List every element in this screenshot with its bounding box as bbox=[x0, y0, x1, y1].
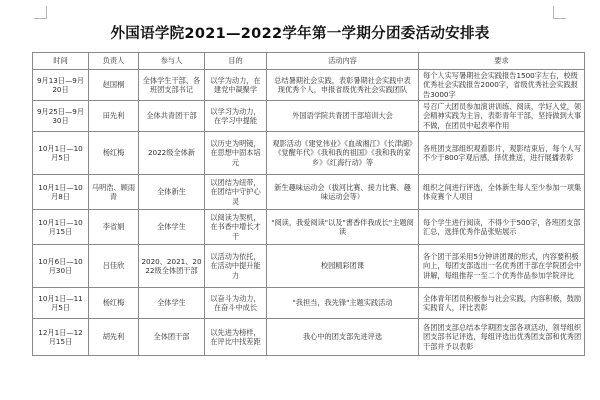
cell-purpose: 以奋斗为动力，在奋斗中成长 bbox=[205, 288, 267, 319]
cell-content: 我心中的团支部先进评选 bbox=[267, 319, 419, 356]
cell-requirements: 各团团支部总结本学期团支部各项活动，领导组织团支部书记评选，每组评选出优秀团支部和优秀团干部并予以表彰 bbox=[419, 319, 585, 356]
cell-time: 9月25日—9月30日 bbox=[33, 101, 89, 132]
cell-owner: 赵国桐 bbox=[89, 70, 139, 101]
cell-owner: 胡先利 bbox=[89, 319, 139, 356]
cell-content: 总结暑期社会实践，表彰暑期社会实践中表现优秀个人，申报省级优秀社会实践团队 bbox=[267, 70, 419, 101]
cell-time: 10月1日—10月15日 bbox=[33, 210, 89, 245]
cell-participants: 全体新生 bbox=[139, 175, 205, 210]
cell-content: "我担当，我先锋"主题实践活动 bbox=[267, 288, 419, 319]
cell-time: 9月13日—9月20日 bbox=[33, 70, 89, 101]
cell-content: 外国语学院共青团干部培训大会 bbox=[267, 101, 419, 132]
cell-owner: 杨红梅 bbox=[89, 132, 139, 175]
cell-content: 校园精彩团课 bbox=[267, 245, 419, 288]
cell-participants: 全体学生干部、各班团支部书记 bbox=[139, 70, 205, 101]
table-row bbox=[33, 210, 585, 245]
cell-purpose: 以学习为动力，在学习中提能 bbox=[205, 101, 267, 132]
column-header-participants: 参与人 bbox=[139, 53, 205, 70]
table-row bbox=[33, 132, 585, 175]
cell-content: 新生趣味运动会（拔河比赛、接力比赛、趣味运动会等） bbox=[267, 175, 419, 210]
cell-owner: 吕佳欣 bbox=[89, 245, 139, 288]
cell-purpose: 以学为动力，在建党中凝聚学 bbox=[205, 70, 267, 101]
cell-time: 10月6日—10月30日 bbox=[33, 245, 89, 288]
table-row bbox=[33, 101, 585, 132]
crop-mark-top-left bbox=[34, 6, 47, 19]
table-row bbox=[33, 70, 585, 101]
table-row bbox=[33, 175, 585, 210]
cell-purpose: 以阅读为契机，在书香中增长才干 bbox=[205, 210, 267, 245]
cell-requirements: 每个学生进行阅读，不得少于500字，各班团支部汇总，选择优秀作品张贴展示 bbox=[419, 210, 585, 245]
cell-time: 10月1日—10月8日 bbox=[33, 175, 89, 210]
crop-mark-top-right bbox=[553, 6, 566, 19]
cell-time: 10月1日—10月5日 bbox=[33, 132, 89, 175]
cell-requirements: 各班团支部组织观看影片，观影结束后，每个人写不少于800字观后感，择优推送，进行展播表彰 bbox=[419, 132, 585, 175]
cell-requirements: 组织之间进行评选，全体新生每人至少参加一项集体竞赛个人项目 bbox=[419, 175, 585, 210]
table-row bbox=[33, 319, 585, 356]
cell-participants: 全体学生 bbox=[139, 210, 205, 245]
column-header-purpose: 目的 bbox=[205, 53, 267, 70]
cell-purpose: 以团结为纽带，在团结中守护心灵 bbox=[205, 175, 267, 210]
column-header-owner: 负责人 bbox=[89, 53, 139, 70]
cell-purpose: 以活动为依托，在活动中提升能力 bbox=[205, 245, 267, 288]
cell-purpose: 以先进为榜样，在评比中找差距 bbox=[205, 319, 267, 356]
cell-participants: 2022级全体新 bbox=[139, 132, 205, 175]
table-row bbox=[33, 245, 585, 288]
cell-participants: 全体学生 bbox=[139, 288, 205, 319]
cell-participants: 全体团干部 bbox=[139, 319, 205, 356]
cell-content: 观影活动《建党伟业》《血战湘江》《长津湖》《觉醒年代》《我和我的祖国》《我和我的家乡》《红海行动》等 bbox=[267, 132, 419, 175]
cell-owner: 李省娟 bbox=[89, 210, 139, 245]
activity-schedule-table bbox=[32, 52, 585, 356]
document-title: 外国语学院2021—2022学年第一学期分团委活动安排表 bbox=[110, 26, 490, 42]
cell-participants: 2020、2021、2022级全体团干部 bbox=[139, 245, 205, 288]
column-header-time: 时间 bbox=[33, 53, 89, 70]
table-row bbox=[33, 288, 585, 319]
cell-requirements: 各个团干部采用5分钟讲团课的形式，内容要积极向上，每团支部选出一名优秀团干部在学院团会中讲解，每组推荐一至二个优秀作品参加学院评比 bbox=[419, 245, 585, 288]
cell-participants: 全体共青团干部 bbox=[139, 101, 205, 132]
cell-time: 10月1日—11月5日 bbox=[33, 288, 89, 319]
cell-owner: 田先利 bbox=[89, 101, 139, 132]
cell-owner: 马明浩、顾雨青 bbox=[89, 175, 139, 210]
cell-requirements: 号召广大团员参加演讲训练、阅读，学好入党，领会精神实践为主旨，表彰青年干部，坚持做到大事不做，在团员中起表率作用 bbox=[419, 101, 585, 132]
table-header-row bbox=[33, 53, 585, 70]
cell-content: "阅读，我爱阅读"以及"書香伴我成长"主题阅读 bbox=[267, 210, 419, 245]
cell-purpose: 以历史为明镜，在思想中固本培元 bbox=[205, 132, 267, 175]
cell-requirements: 每个人实写暑期社会实践报告1500字左右，校级优秀社会实践报告2000字，省级优秀社会实践报告3000字 bbox=[419, 70, 585, 101]
cell-requirements: 全体青年团员积极参与社会实践，内容积极，鼓励实践育人，评比表彰 bbox=[419, 288, 585, 319]
cell-owner: 杨红梅 bbox=[89, 288, 139, 319]
cell-time: 12月1日—12月15日 bbox=[33, 319, 89, 356]
column-header-requirements: 要求 bbox=[419, 53, 585, 70]
column-header-content: 活动内容 bbox=[267, 53, 419, 70]
